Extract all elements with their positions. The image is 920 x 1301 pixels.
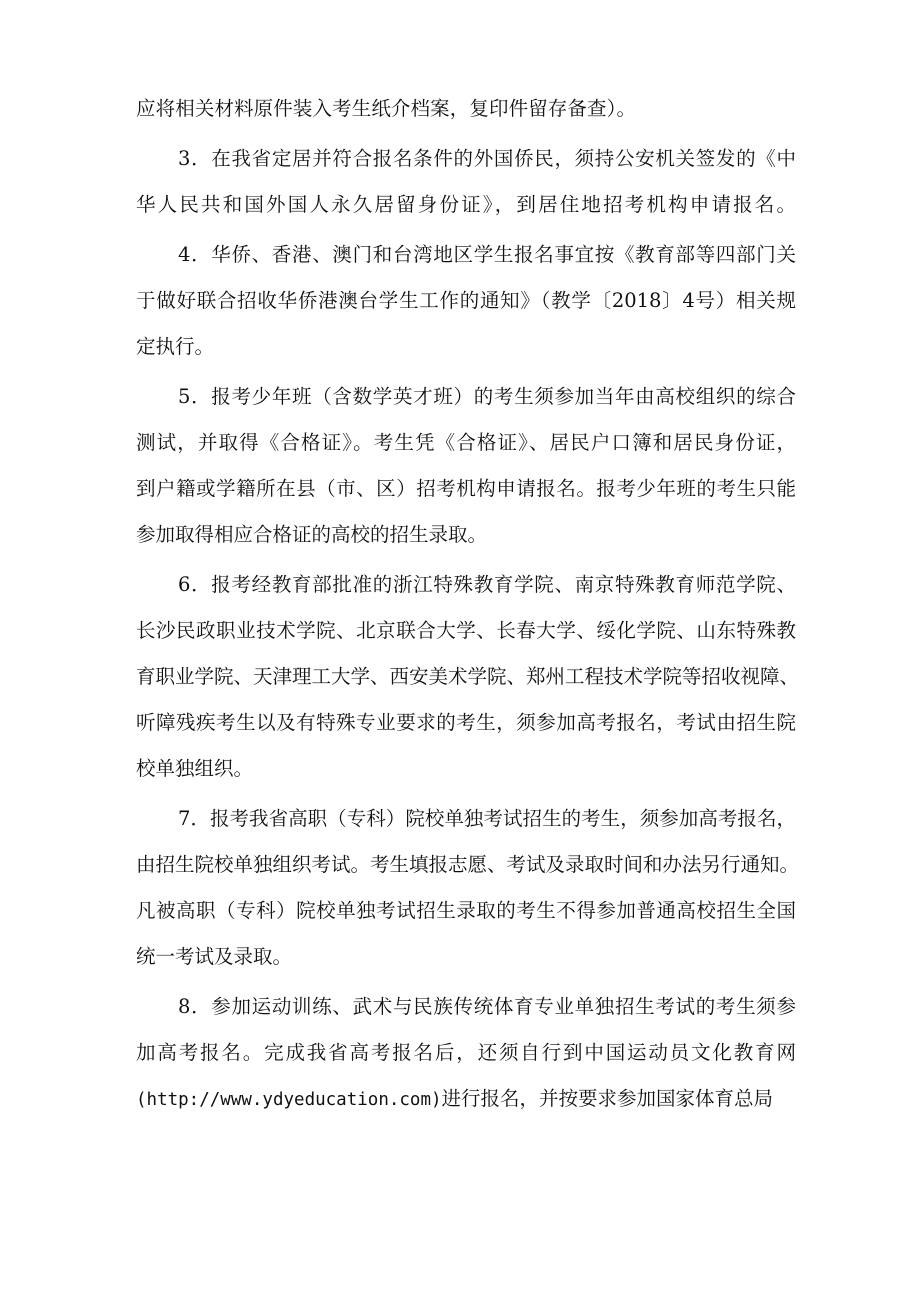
paragraph-7-line-4: 统一考试及录取。	[136, 945, 293, 968]
paragraph-3-line-1: 3．在我省定居并符合报名条件的外国侨民，须持公安机关签发的《中	[178, 147, 796, 170]
paragraph-8-line-1: 8．参加运动训练、武术与民族传统体育专业单独招生考试的考生须参	[178, 995, 796, 1018]
paragraph-7-line-3: 凡被高职（专科）院校单独考试招生录取的考生不得参加普通高校招生全国	[136, 899, 796, 922]
paragraph-8-line-3-text: 进行报名，并按要求参加国家体育总局	[441, 1087, 774, 1110]
paragraph-8-line-3	[136, 1082, 796, 1116]
paragraph-5-line-4: 参加取得相应合格证的高校的招生录取。	[136, 523, 488, 546]
paragraph-6-line-4: 听障残疾考生以及有特殊专业要求的考生，须参加高考报名，考试由招生院	[136, 711, 796, 734]
paragraph-6-line-5: 校单独组织。	[136, 757, 254, 780]
paragraph-6-line-3: 育职业学院、天津理工大学、西安美术学院、郑州工程技术学院等招收视障、	[136, 665, 800, 688]
paragraph-4-line-1: 4．华侨、香港、澳门和台湾地区学生报名事宜按《教育部等四部门关	[178, 243, 796, 266]
text-line: 应将相关材料原件装入考生纸介档案，复印件留存备查）。	[136, 97, 636, 120]
paragraph-5-line-1: 5．报考少年班（含数学英才班）的考生须参加当年由高校组织的综合	[178, 385, 796, 408]
paragraph-4-line-2: 于做好联合招收华侨港澳台学生工作的通知》（教学〔2018〕4号）相关规	[136, 289, 796, 312]
paragraph-6-line-2: 长沙民政职业技术学院、北京联合大学、长春大学、绥化学院、山东特殊教	[136, 619, 796, 642]
paragraph-7-line-2: 由招生院校单独组织考试。考生填报志愿、考试及录取时间和办法另行通知。	[136, 853, 800, 876]
paragraph-6-line-1: 6．报考经教育部批准的浙江特殊教育学院、南京特殊教育师范学院、	[178, 573, 796, 596]
paragraph-3-line-2: 华人民共和国外国人永久居留身份证》，到居住地招考机构申请报名。	[136, 193, 796, 216]
paragraph-4-line-3: 定执行。	[136, 335, 215, 358]
paragraph-5-line-2: 测试，并取得《合格证》。考生凭《合格证》、居民户口簿和居民身份证，	[136, 431, 796, 454]
website-url-link[interactable]: (http://www.ydyeducation.com)	[136, 1090, 442, 1110]
paragraph-7-line-1: 7．报考我省高职（专科）院校单独考试招生的考生，须参加高考报名，	[178, 807, 796, 830]
paragraph-5-line-3: 到户籍或学籍所在县（市、区）招考机构申请报名。报考少年班的考生只能	[136, 477, 796, 500]
paragraph-8-line-2: 加高考报名。完成我省高考报名后，还须自行到中国运动员文化教育网	[136, 1041, 796, 1064]
